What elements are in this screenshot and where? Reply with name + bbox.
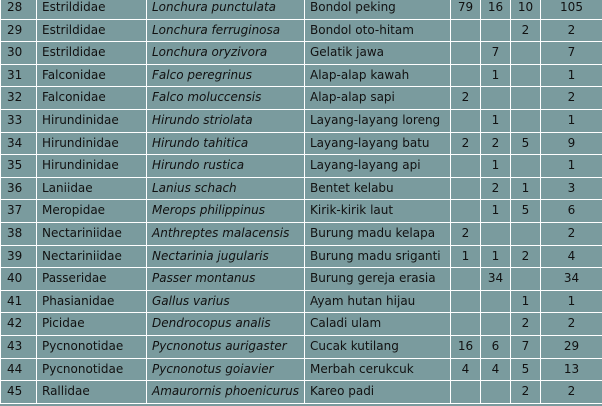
row-number-cell: 45 bbox=[1, 381, 37, 404]
species-cell: Hirundo tahitica bbox=[147, 132, 305, 155]
row-number-cell: 41 bbox=[1, 290, 37, 313]
row-number-cell: 42 bbox=[1, 313, 37, 336]
local-name-cell: Ayam hutan hijau bbox=[305, 290, 451, 313]
species-cell: Pycnonotus aurigaster bbox=[147, 335, 305, 358]
family-cell: Falconidae bbox=[37, 87, 147, 110]
family-cell: Picidae bbox=[37, 313, 147, 336]
row-number-cell: 34 bbox=[1, 132, 37, 155]
count-3-cell: 2 bbox=[511, 245, 541, 268]
local-name-cell: Kirik-kirik laut bbox=[305, 200, 451, 223]
table-row bbox=[1, 268, 602, 291]
local-name-cell: Burung madu kelapa bbox=[305, 222, 451, 245]
family-cell: Laniidae bbox=[37, 177, 147, 200]
total-cell: 1 bbox=[541, 64, 602, 87]
local-name-cell: Bondol oto-hitam bbox=[305, 19, 451, 42]
total-cell: 3 bbox=[541, 177, 602, 200]
species-cell: Falco peregrinus bbox=[147, 64, 305, 87]
local-name-cell: Layang-layang batu bbox=[305, 132, 451, 155]
table-row bbox=[1, 245, 602, 268]
count-3-cell bbox=[511, 109, 541, 132]
count-2-cell bbox=[481, 290, 511, 313]
count-2-cell bbox=[481, 222, 511, 245]
count-2-cell: 1 bbox=[481, 64, 511, 87]
count-3-cell: 5 bbox=[511, 132, 541, 155]
count-1-cell bbox=[451, 64, 481, 87]
count-1-cell bbox=[451, 290, 481, 313]
total-cell: 7 bbox=[541, 42, 602, 65]
table-row bbox=[1, 335, 602, 358]
family-cell: Meropidae bbox=[37, 200, 147, 223]
count-3-cell bbox=[511, 268, 541, 291]
count-3-cell: 2 bbox=[511, 19, 541, 42]
local-name-cell: Kareo padi bbox=[305, 381, 451, 404]
table-row bbox=[1, 313, 602, 336]
table-row bbox=[1, 132, 602, 155]
row-number-cell: 38 bbox=[1, 222, 37, 245]
local-name-cell: Alap-alap sapi bbox=[305, 87, 451, 110]
table-row bbox=[1, 19, 602, 42]
total-cell: 4 bbox=[541, 245, 602, 268]
local-name-cell: Gelatik jawa bbox=[305, 42, 451, 65]
total-cell: 2 bbox=[541, 19, 602, 42]
table-row bbox=[1, 200, 602, 223]
total-cell: 2 bbox=[541, 381, 602, 404]
total-cell: 105 bbox=[541, 0, 602, 19]
row-number-cell: 39 bbox=[1, 245, 37, 268]
total-cell: 1 bbox=[541, 290, 602, 313]
total-cell: 9 bbox=[541, 132, 602, 155]
row-number-cell: 43 bbox=[1, 335, 37, 358]
family-cell: Estrildidae bbox=[37, 19, 147, 42]
table-row bbox=[1, 177, 602, 200]
family-cell: Rallidae bbox=[37, 381, 147, 404]
species-cell: Hirundo striolata bbox=[147, 109, 305, 132]
count-1-cell: 4 bbox=[451, 358, 481, 381]
count-3-cell bbox=[511, 42, 541, 65]
family-cell: Pycnonotidae bbox=[37, 358, 147, 381]
species-cell: Lonchura punctulata bbox=[147, 0, 305, 19]
count-3-cell bbox=[511, 64, 541, 87]
species-cell: Nectarinia jugularis bbox=[147, 245, 305, 268]
species-cell: Lonchura oryzivora bbox=[147, 42, 305, 65]
count-1-cell bbox=[451, 19, 481, 42]
count-3-cell bbox=[511, 87, 541, 110]
count-3-cell: 1 bbox=[511, 290, 541, 313]
count-3-cell: 5 bbox=[511, 358, 541, 381]
count-1-cell bbox=[451, 42, 481, 65]
family-cell: Estrildidae bbox=[37, 42, 147, 65]
row-number-cell: 44 bbox=[1, 358, 37, 381]
local-name-cell: Alap-alap kawah bbox=[305, 64, 451, 87]
table-row bbox=[1, 64, 602, 87]
local-name-cell: Caladi ulam bbox=[305, 313, 451, 336]
row-number-cell: 36 bbox=[1, 177, 37, 200]
row-number-cell: 28 bbox=[1, 0, 37, 19]
total-cell: 2 bbox=[541, 313, 602, 336]
local-name-cell: Burung gereja erasia bbox=[305, 268, 451, 291]
count-1-cell: 2 bbox=[451, 87, 481, 110]
count-2-cell: 16 bbox=[481, 0, 511, 19]
row-number-cell: 33 bbox=[1, 109, 37, 132]
local-name-cell: Merbah cerukcuk bbox=[305, 358, 451, 381]
table-row bbox=[1, 222, 602, 245]
total-cell: 2 bbox=[541, 222, 602, 245]
count-2-cell: 2 bbox=[481, 132, 511, 155]
table-row bbox=[1, 0, 602, 19]
count-3-cell: 1 bbox=[511, 177, 541, 200]
count-1-cell: 2 bbox=[451, 132, 481, 155]
count-2-cell: 34 bbox=[481, 268, 511, 291]
table-row bbox=[1, 155, 602, 178]
row-number-cell: 31 bbox=[1, 64, 37, 87]
count-2-cell bbox=[481, 381, 511, 404]
species-cell: Dendrocopus analis bbox=[147, 313, 305, 336]
count-2-cell: 4 bbox=[481, 358, 511, 381]
local-name-cell: Layang-layang loreng bbox=[305, 109, 451, 132]
family-cell: Passeridae bbox=[37, 268, 147, 291]
count-2-cell bbox=[481, 313, 511, 336]
species-cell: Anthreptes malacensis bbox=[147, 222, 305, 245]
count-1-cell: 1 bbox=[451, 245, 481, 268]
total-cell: 1 bbox=[541, 109, 602, 132]
family-cell: Hirundinidae bbox=[37, 109, 147, 132]
species-cell: Lanius schach bbox=[147, 177, 305, 200]
count-2-cell: 1 bbox=[481, 245, 511, 268]
count-2-cell bbox=[481, 87, 511, 110]
count-2-cell: 1 bbox=[481, 109, 511, 132]
count-3-cell bbox=[511, 155, 541, 178]
species-cell: Hirundo rustica bbox=[147, 155, 305, 178]
local-name-cell: Burung madu sriganti bbox=[305, 245, 451, 268]
family-cell: Falconidae bbox=[37, 64, 147, 87]
local-name-cell: Cucak kutilang bbox=[305, 335, 451, 358]
row-number-cell: 29 bbox=[1, 19, 37, 42]
count-2-cell: 1 bbox=[481, 155, 511, 178]
species-cell: Merops philippinus bbox=[147, 200, 305, 223]
count-3-cell: 10 bbox=[511, 0, 541, 19]
family-cell: Hirundinidae bbox=[37, 132, 147, 155]
family-cell: Hirundinidae bbox=[37, 155, 147, 178]
species-cell: Falco moluccensis bbox=[147, 87, 305, 110]
total-cell: 1 bbox=[541, 155, 602, 178]
row-number-cell: 30 bbox=[1, 42, 37, 65]
table-body bbox=[1, 0, 602, 403]
total-cell: 2 bbox=[541, 87, 602, 110]
row-number-cell: 40 bbox=[1, 268, 37, 291]
total-cell: 29 bbox=[541, 335, 602, 358]
count-1-cell: 79 bbox=[451, 0, 481, 19]
count-3-cell: 7 bbox=[511, 335, 541, 358]
count-1-cell: 2 bbox=[451, 222, 481, 245]
count-3-cell bbox=[511, 222, 541, 245]
row-number-cell: 37 bbox=[1, 200, 37, 223]
count-1-cell bbox=[451, 155, 481, 178]
species-cell: Gallus varius bbox=[147, 290, 305, 313]
local-name-cell: Layang-layang api bbox=[305, 155, 451, 178]
family-cell: Phasianidae bbox=[37, 290, 147, 313]
total-cell: 6 bbox=[541, 200, 602, 223]
count-2-cell bbox=[481, 19, 511, 42]
species-cell: Passer montanus bbox=[147, 268, 305, 291]
count-3-cell: 5 bbox=[511, 200, 541, 223]
family-cell: Pycnonotidae bbox=[37, 335, 147, 358]
species-cell: Lonchura ferruginosa bbox=[147, 19, 305, 42]
table-row bbox=[1, 42, 602, 65]
table-row bbox=[1, 290, 602, 313]
table-row bbox=[1, 358, 602, 381]
count-1-cell: 16 bbox=[451, 335, 481, 358]
row-number-cell: 35 bbox=[1, 155, 37, 178]
count-2-cell: 2 bbox=[481, 177, 511, 200]
count-1-cell bbox=[451, 109, 481, 132]
count-1-cell bbox=[451, 268, 481, 291]
table-row bbox=[1, 87, 602, 110]
count-3-cell: 2 bbox=[511, 313, 541, 336]
species-cell: Amaurornis phoenicurus bbox=[147, 381, 305, 404]
count-1-cell bbox=[451, 177, 481, 200]
count-3-cell: 2 bbox=[511, 381, 541, 404]
count-1-cell bbox=[451, 200, 481, 223]
count-2-cell: 6 bbox=[481, 335, 511, 358]
table-row bbox=[1, 109, 602, 132]
local-name-cell: Bondol peking bbox=[305, 0, 451, 19]
count-1-cell bbox=[451, 313, 481, 336]
count-1-cell bbox=[451, 381, 481, 404]
count-2-cell: 1 bbox=[481, 200, 511, 223]
total-cell: 34 bbox=[541, 268, 602, 291]
family-cell: Nectariniidae bbox=[37, 222, 147, 245]
row-number-cell: 32 bbox=[1, 87, 37, 110]
species-cell: Pycnonotus goiavier bbox=[147, 358, 305, 381]
total-cell: 13 bbox=[541, 358, 602, 381]
local-name-cell: Bentet kelabu bbox=[305, 177, 451, 200]
family-cell: Nectariniidae bbox=[37, 245, 147, 268]
table-row bbox=[1, 381, 602, 404]
family-cell: Estrildidae bbox=[37, 0, 147, 19]
count-2-cell: 7 bbox=[481, 42, 511, 65]
